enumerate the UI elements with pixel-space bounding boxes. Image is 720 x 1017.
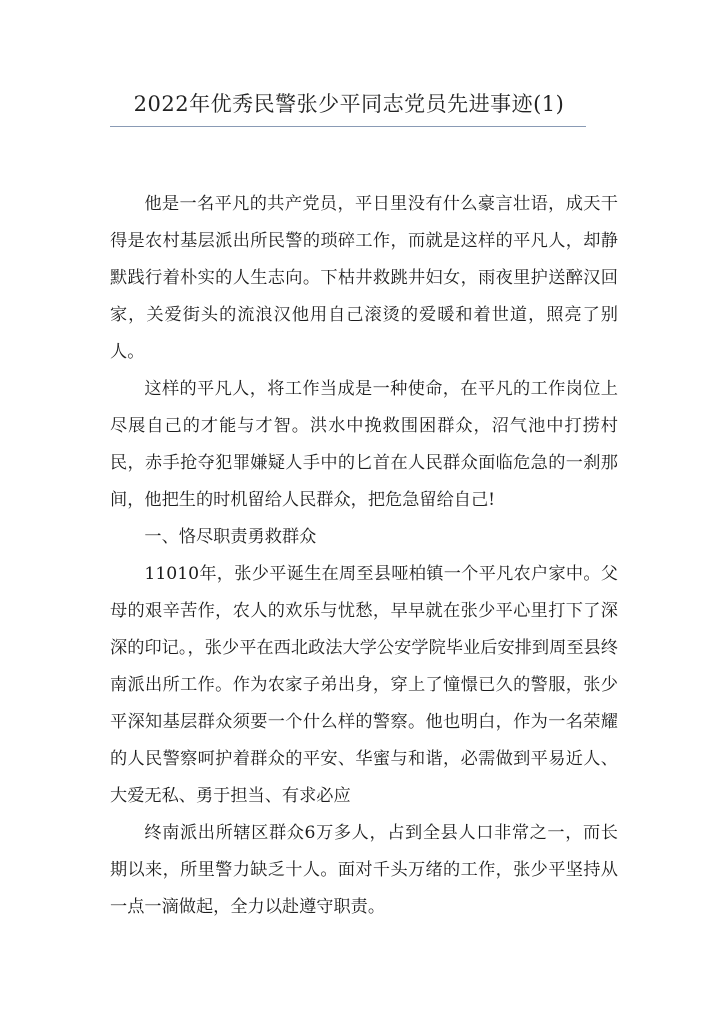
document-body (110, 186, 618, 926)
title-underline (110, 126, 586, 127)
paragraph-duty: 终南派出所辖区群众6万多人，占到全县人口非常之一，而长期以来，所里警力缺乏十人。面对千头万绪的工作，张少平坚持从一点一滴做起，全力以赴遵守职责。 (110, 823, 618, 917)
paragraph-mission: 这样的平凡人，将工作当成是一种使命，在平凡的工作岗位上尽展自己的才能与才智。洪水中挽救围困群众，沼气池中打捞村民，赤手抢夺犯罪嫌疑人手中的匕首在人民群众面临危急的一刹那间，他把生的时机留给人民群众，把危急留给自己! (110, 379, 618, 510)
document-title: 2022年优秀民警张少平同志党员先进事迹(1) (133, 92, 565, 116)
section-heading: 一、恪尽职责勇救群众 (144, 527, 317, 547)
paragraph-background: 11010年，张少平诞生在周至县哑柏镇一个平凡农户家中。父母的艰辛苦作，农人的欢乐与忧愁，早早就在张少平心里打下了深深的印记。，张少平在西北政法大学公安学院毕业后安排到周至县终南派出所工作。作为农家子弟出身，穿上了憧憬已久的警服，张少平深知基层群众须要一个什么样的警察。他也明白，作为一名荣耀的人民警察呵护着群众的平安、华蜜与和谐，必需做到平易近人、大爱无私、勇于担当、有求必应 (110, 564, 618, 806)
paragraph-intro: 他是一名平凡的共产党员，平日里没有什么豪言壮语，成天干得是农村基层派出所民警的琐碎工作，而就是这样的平凡人，却静默践行着朴实的人生志向。下枯井救跳井妇女，雨夜里护送醉汉回家，关爱街头的流浪汉他用自己滚烫的爱暖和着世道，照亮了别人。 (110, 194, 618, 362)
